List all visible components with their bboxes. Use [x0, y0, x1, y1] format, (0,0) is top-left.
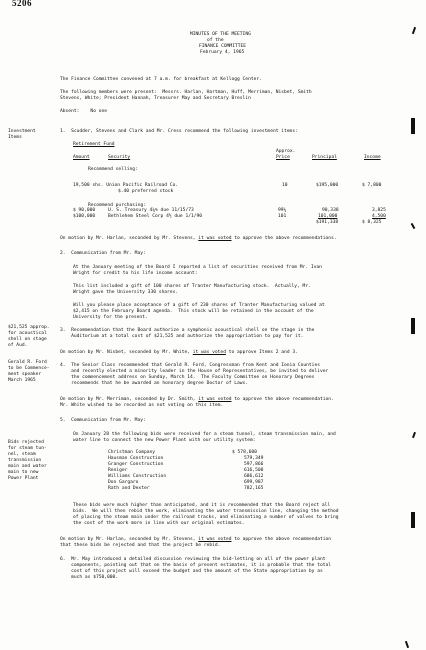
margin-note: $21,525 approp. — [8, 325, 50, 330]
bid-amount: 579,349 — [244, 456, 264, 461]
column-header: Amount — [73, 155, 90, 160]
present-line: Stevens, White; President Hannah, Treasurer May and Secretary Breslin — [60, 96, 251, 101]
item-6-text: cost of this project will exceed the budget and the amount of the State appropriation by as — [60, 569, 323, 574]
sell-security: 19,500 shs. Union Pacific Railroad Co. — [73, 183, 179, 188]
item-6-text: components, pointing out that on the basis of present estimates, it is probable that the total — [60, 563, 332, 568]
item-5-lead: 5. Communication from Mr. May: — [60, 418, 146, 423]
margin-note: shell on stage — [8, 337, 47, 342]
item-2-text: This list included a gift of 100 shares of Tranter Manufacturing stock. Actually, Mr. — [73, 284, 311, 289]
sell-principal: $195,000 — [316, 183, 339, 188]
pen-mark — [412, 432, 416, 438]
item-5-text: water line to connect the new Power Plant with our utility system: — [73, 438, 256, 443]
margin-note: Items — [8, 135, 22, 140]
item-5-text: On January 28 the following bids were received for a steam tunnel, steam transmission main, and — [73, 432, 336, 437]
buy-amount: $ 90,000 — [73, 208, 96, 213]
bidder-name: Williams Construction — [108, 474, 167, 479]
margin-note: March 1965 — [8, 378, 36, 383]
item-3-text: Auditorium at a total cost of $21,525 and authorize the appropriation to pay for it. — [60, 334, 304, 339]
buy-principal: 90,338 — [322, 208, 339, 213]
buy-price: 99¼ — [278, 208, 287, 213]
item-4-text: recommends that he be awarded an honorary degree Doctor of Laws. — [60, 381, 249, 386]
motion-line: that these bids be rejected and that the project be rebid. — [60, 543, 221, 548]
motion-line: On motion by Mr. Nisbet, seconded by Mr. White, it was voted to approve Items 2 and 3. — [60, 350, 298, 355]
item-4-text: and recently elected a minority leader in the House of Representatives, be invited to deliver — [60, 369, 329, 374]
margin-note: for acoustical — [8, 331, 47, 336]
bidder-name: Don Gargaro — [108, 480, 139, 485]
motion-line: On motion by Mr. Merriman, seconded by Dr. Smith, it was voted to approve the above recommendation. — [60, 397, 334, 402]
item-6-text: much as $750,000. — [60, 575, 119, 580]
absent-line: Absent: No one — [60, 109, 108, 114]
margin-note: main and water — [8, 464, 47, 469]
fund-name: Retirement Fund — [73, 142, 115, 147]
buy-price: 101 — [278, 214, 287, 219]
sell-income: $ 7,800 — [362, 183, 382, 188]
item-3-text: 3. Recommendation that the Board authorize a symphonic acoustical shell on the stage in the — [60, 328, 315, 333]
buy-income: 3,825 — [372, 208, 386, 213]
buy-amount: $100,000 — [73, 214, 96, 219]
page-number: 5206 — [12, 0, 32, 8]
binding-mark — [411, 118, 415, 134]
bidder-name: Granger Construction — [108, 462, 164, 467]
binding-mark — [411, 318, 415, 334]
buy-principal: 101,000 — [318, 214, 338, 219]
bid-amount: 616,500 — [244, 468, 264, 473]
item-1-text: 1. Scudder, Stevens and Clark and Mr. Cress recommend the following investment items: — [60, 129, 298, 134]
margin-note: Investment — [8, 129, 36, 134]
item-5-text: the cost of the work more in line with our original estimates. — [73, 521, 245, 526]
minutes-of: of the — [207, 38, 224, 43]
item-2-text: University for the present. — [73, 315, 148, 320]
margin-note: Bids rejected — [8, 440, 44, 445]
margin-note: Gerald R. Ford — [8, 360, 47, 365]
motion-line: On motion by Mr. Harlan, seconded by Mr. Stevens, it was voted to approve the above recommendation — [60, 537, 332, 542]
bid-amount: 686,612 — [244, 474, 264, 479]
buy-security: U. S. Treasury 4⅛% due 11/15/73 — [108, 208, 194, 213]
bid-amount: $ 578,600 — [232, 450, 257, 455]
item-4-text: 4. The Senior Class recommended that Gerald R. Ford, Congressman from Kent and Ionia Counties — [60, 363, 320, 368]
minutes-title: MINUTES OF THE MEETING — [190, 32, 251, 37]
sell-security-sub: $.40 preferred stock — [118, 189, 174, 194]
item-2-text: Will you please place acceptance of a gift of 230 shares of Tranter Manufacturing valued at — [73, 303, 325, 308]
margin-note: Power Plant — [8, 476, 39, 481]
bidder-name: Rath and Dexter — [108, 486, 150, 491]
item-6-text: 6. Mr. May introduced a detailed discussion reviewing the bid-letting on all of the power plant — [60, 557, 326, 562]
margin-note: main to new — [8, 470, 39, 475]
pen-mark — [411, 223, 416, 229]
margin-note: nel, steam — [8, 452, 36, 457]
meeting-date: February 4, 1965 — [200, 50, 245, 55]
item-2-text: Wright for credit to his life income account: — [73, 271, 198, 276]
column-header: Price — [276, 155, 290, 160]
selling-label: Recommend selling: — [88, 167, 138, 172]
item-2-lead: 2. Communication from Mr. May: — [60, 251, 146, 256]
sell-price: 10 — [282, 183, 288, 188]
margin-note: for steam tun- — [8, 446, 47, 451]
margin-note: to be Commence- — [8, 366, 50, 371]
item-5-text: of placing the steam main under the railroad tracks, and eliminating a number of valves to bring — [73, 515, 339, 520]
present-line: The following members were present: Messrs. Harlan, Hartman, Huff, Merriman, Nisbet, Smith — [60, 90, 312, 95]
bid-amount: 597,866 — [244, 462, 264, 467]
bidder-name: Hausman Construction — [108, 456, 164, 461]
item-2-text: Wright gave the University 330 shares. — [73, 290, 179, 295]
item-2-text: At the January meeting of the Board I reported a list of securities received from Mr. Ivan — [73, 265, 322, 270]
purchasing-label: Recommend purchasing: — [88, 203, 147, 208]
bidder-name: Reniger — [108, 468, 128, 473]
binding-mark — [411, 512, 415, 528]
bidder-name: Christman Company — [108, 450, 156, 455]
bid-amount: 699,987 — [244, 480, 264, 485]
margin-note: transmission — [8, 458, 42, 463]
pen-mark — [412, 27, 416, 34]
pen-mark — [405, 641, 409, 648]
column-header: Approx. — [276, 149, 296, 154]
total-income: $ 8,325 — [362, 220, 382, 225]
committee-name: FINANCE COMMITTEE — [199, 44, 247, 49]
item-5-text: bids. We will then rebid the work, eliminating the water transmission line, changing the method — [73, 509, 339, 514]
total-principal: $191,338 — [316, 220, 339, 225]
motion-line: On motion by Mr. Harlan, seconded by Mr. Stevens, it was voted to approve the above recommendations. — [60, 236, 337, 241]
item-4-text: the commencement address on Sunday, March 14. The Faculty Committee on Honorary Degrees — [60, 375, 315, 380]
item-5-text: These bids were much higher than anticipated, and it is recommended that the Board reject all — [73, 503, 331, 508]
convened-line: The Finance Committee convened at 7 a.m. for breakfast at Kellogg Center. — [60, 77, 262, 82]
column-header: Income — [364, 155, 381, 160]
motion-line: Mr. White wished to be recorded as not voting on this item. — [60, 403, 224, 408]
margin-note: of Aud. — [8, 343, 28, 348]
buy-security: Bethlehem Steel Corp 4½ due 1/1/90 — [108, 214, 203, 219]
column-header: Principal — [312, 155, 337, 160]
buy-income: 4,500 — [372, 214, 386, 219]
margin-note: ment speaker — [8, 372, 42, 377]
bid-amount: 782,165 — [244, 486, 264, 491]
column-header: Security — [108, 155, 131, 160]
item-2-text: $2,415 on the February Board agenda. This stock will be retained in the account of the — [73, 309, 314, 314]
